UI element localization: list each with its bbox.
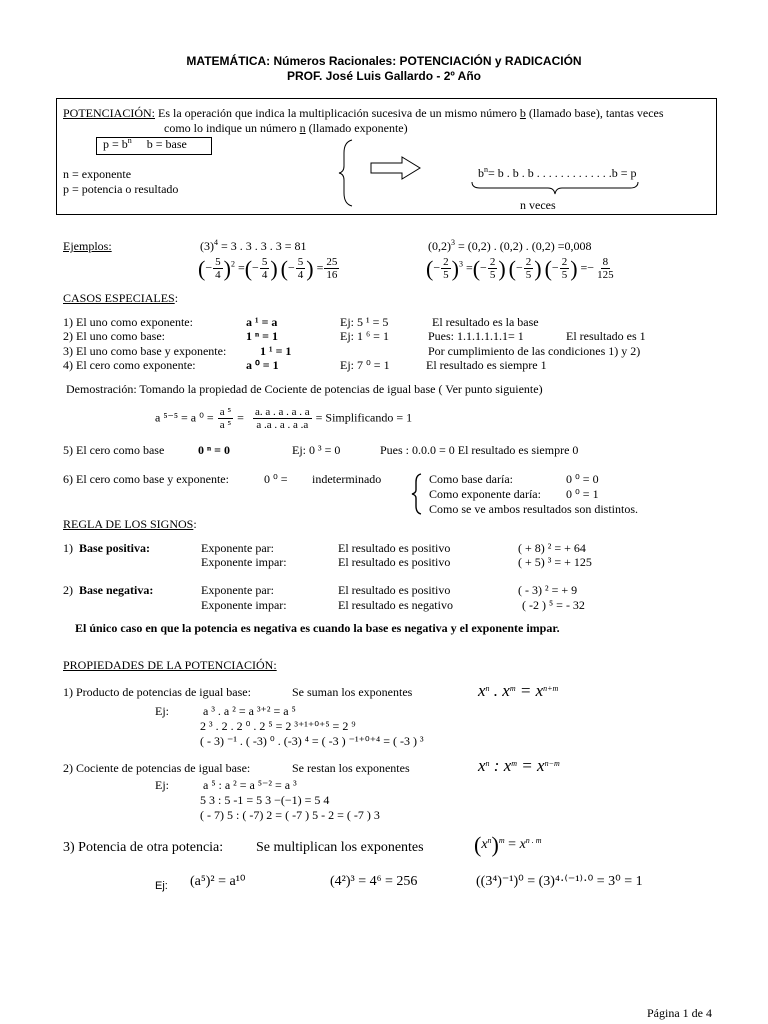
caso-4-note: El resultado es siempre 1 — [426, 358, 547, 372]
page-subtitle: PROF. José Luis Gallardo - 2º Año — [287, 69, 481, 83]
caso-6-formula: 0 ⁰ = — [264, 472, 288, 486]
caso-3-formula: 1 ¹ = 1 — [260, 344, 292, 358]
prop-1-ej: Ej: — [155, 704, 169, 718]
prop-3-formula: $(x^n)^m = x^{n . m}$ — [474, 832, 542, 857]
prop-2-rule: Se restan los exponentes — [292, 761, 410, 775]
caso-6-exp: Como exponente daría: — [429, 487, 541, 501]
caso-1-formula: a ¹ = a — [246, 315, 278, 329]
under-brace-icon — [470, 180, 640, 196]
caso-4-label: 4) El cero como exponente: — [63, 358, 196, 372]
prop-2-ej: Ej: — [155, 778, 169, 792]
signos-r1-par-example: ( + 8) ² = + 64 — [518, 541, 586, 555]
caso-5-example: Ej: 0 ³ = 0 — [292, 443, 341, 457]
prop-1-rule: Se suman los exponentes — [292, 685, 413, 699]
caso-6-result: indeterminado — [312, 472, 382, 486]
definition-line1: POTENCIACIÓN: Es la operación que indica la multiplicación sucesiva de un mismo número b (llamado base), tantas veces — [63, 106, 664, 120]
prop-3-example-c: ((3⁴)⁻¹)⁰ = (3)⁴·⁽⁻¹⁾·⁰ = 3⁰ = 1 — [476, 874, 643, 889]
propiedades-heading: PROPIEDADES DE LA POTENCIACIÓN: — [63, 658, 277, 672]
caso-2-label: 2) El uno como base: — [63, 329, 165, 343]
fraction-example-2: (− $\frac{2}{5}$ )$^3$ =(− $\frac{2}{5}$ ) (− $\frac{2}{5}$ ) (− $\frac{2}{5}$ ) =− $\frac{8}{125}$ — [426, 256, 614, 282]
signos-r2-par: Exponente par: — [201, 583, 274, 597]
prop-3-rule: Se multiplican los exponentes — [256, 840, 424, 855]
prop-2-label: 2) Cociente de potencias de igual base: — [63, 761, 251, 775]
signos-note: El único caso en que la potencia es negativa es cuando la base es negativa y el exponente impar. — [75, 621, 560, 635]
caso-5-note: Pues : 0.0.0 = 0 El resultado es siempre 0 — [380, 443, 579, 457]
signos-r1-par-result: El resultado es positivo — [338, 541, 451, 555]
left-brace-icon — [338, 138, 368, 208]
right-arrow-icon — [370, 155, 422, 181]
prop-2-example-3: ( - 7) 5 : ( -7) 2 = ( -7 ) 5 - 2 = ( -7 ) 3 — [200, 808, 380, 822]
signos-r2-par-result: El resultado es positivo — [338, 583, 451, 597]
signos-r2-label: 2) Base negativa: — [63, 583, 154, 597]
signos-r1-impar-result: El resultado es positivo — [338, 555, 451, 569]
casos-heading: CASOS ESPECIALES: — [63, 291, 179, 305]
n-definition: n = exponente — [63, 167, 132, 181]
signos-r1-impar: Exponente impar: — [201, 555, 287, 569]
n-veces-label: n veces — [520, 198, 556, 212]
caso-6-base: Como base daría: — [429, 472, 513, 486]
signos-heading: REGLA DE LOS SIGNOS: — [63, 517, 197, 531]
demostracion-text: Demostración: Tomando la propiedad de Cociente de potencias de igual base ( Ver punto siguiente) — [66, 382, 543, 396]
caso-4-formula: a ⁰ = 1 — [246, 358, 279, 372]
prop-1-label: 1) Producto de potencias de igual base: — [63, 685, 251, 699]
caso-3-note: Por cumplimiento de las condiciones 1) y 2) — [428, 344, 641, 358]
signos-r1-label: 1) Base positiva: — [63, 541, 151, 555]
demostracion-equation: a ⁵⁻⁵ = a ⁰ = $\frac{\text{a ⁵}}{\text{a ⁵}}$ = $\frac{a. a . a . a . a}{a .a . a . a .a}$ = Simplificando = 1 — [155, 406, 413, 431]
caso-2-example: Ej: 1 ⁶ = 1 — [340, 329, 389, 343]
signos-r1-par: Exponente par: — [201, 541, 274, 555]
caso-6-conclusion: Como se ve ambos resultados son distintos. — [429, 502, 638, 516]
caso-1-example: Ej: 5 ¹ = 5 — [340, 315, 389, 329]
prop-1-example-1: a ³ . a ² = a ³⁺² = a ⁵ — [203, 704, 296, 718]
prop-3-example-b: (4²)³ = 4⁶ = 256 — [330, 874, 418, 889]
page-title: MATEMÁTICA: Números Racionales: POTENCIACIÓN y RADICACIÓN — [186, 54, 582, 68]
caso-6-base-value: 0 ⁰ = 0 — [566, 472, 599, 486]
prop-1-formula: $x^n$ . $x^m = x^{n+m}$ — [478, 681, 559, 700]
caso-6-label: 6) El cero como base y exponente: — [63, 472, 229, 486]
left-brace-small-icon — [410, 472, 424, 516]
fraction-example-1: (− $\frac{5}{4}$ )$^2$ =(− $\frac{5}{4}$ ) (− $\frac{5}{4}$ ) = $\frac{25}{16}$ — [198, 256, 338, 282]
signos-r2-par-example: ( - 3) ² = + 9 — [518, 583, 578, 597]
example-2: $(0,2)^3 = (0,2)$ . (0,2) . (0,2) =0,008 — [428, 238, 592, 253]
prop-2-formula: $x^n$ : $x^m = x^{n-m}$ — [478, 756, 560, 775]
signos-r2-impar-result: El resultado es negativo — [338, 598, 453, 612]
expansion-formula: $b^n= b$ . b . b . . . . . . . . . . . . .b = p — [478, 165, 637, 180]
prop-3-label: 3) Potencia de otra potencia: — [63, 840, 224, 855]
prop-2-example-1: a ⁵ : a ² = a ⁵⁻² = a ³ — [203, 778, 297, 792]
example-1: $(3)^4 = 3$ . 3 . 3 . 3 = 81 — [200, 238, 307, 253]
definition-line2: como lo indique un número n (llamado exponente) — [164, 121, 408, 135]
signos-r1-impar-example: ( + 5) ³ = + 125 — [518, 555, 592, 569]
caso-5-formula: 0 ⁿ = 0 — [198, 443, 231, 457]
prop-3-example-a: (a⁵)² = a¹⁰ — [190, 874, 246, 889]
caso-2-note: Pues: 1.1.1.1.1.1= 1 — [428, 329, 524, 343]
page-number: Página 1 de 4 — [647, 1006, 712, 1020]
prop-2-example-2: 5 3 : 5 -1 = 5 3 −(−1) = 5 4 — [200, 793, 330, 807]
caso-2-formula: 1 ⁿ = 1 — [246, 329, 279, 343]
signos-r2-impar-example: ( -2 ) ⁵ = - 32 — [522, 598, 585, 612]
caso-5-label: 5) El cero como base — [63, 443, 165, 457]
ejemplos-label: Ejemplos: — [63, 239, 112, 253]
signos-r2-impar: Exponente impar: — [201, 598, 287, 612]
caso-1-label: 1) El uno como exponente: — [63, 315, 193, 329]
prop-1-example-3: ( - 3) ⁻¹ . ( -3) ⁰ . (-3) ⁴ = ( -3 ) ⁻¹⁺⁰⁺⁴ = ( -3 ) ³ — [200, 734, 424, 748]
caso-3-label: 3) El uno como base y exponente: — [63, 344, 227, 358]
prop-1-example-2: 2 ³ . 2 . 2 ⁰ . 2 ⁵ = 2 ³⁺¹⁺⁰⁺⁵ = 2 ⁹ — [200, 719, 356, 733]
formula-p: $p = b^n$ b = base — [103, 136, 187, 151]
p-definition: p = potencia o resultado — [63, 182, 179, 196]
caso-4-example: Ej: 7 ⁰ = 1 — [340, 358, 390, 372]
caso-2-note2: El resultado es 1 — [566, 329, 646, 343]
caso-1-note: El resultado es la base — [432, 315, 539, 329]
prop-3-ej: Ej: — [155, 880, 168, 892]
caso-6-exp-value: 0 ⁰ = 1 — [566, 487, 599, 501]
